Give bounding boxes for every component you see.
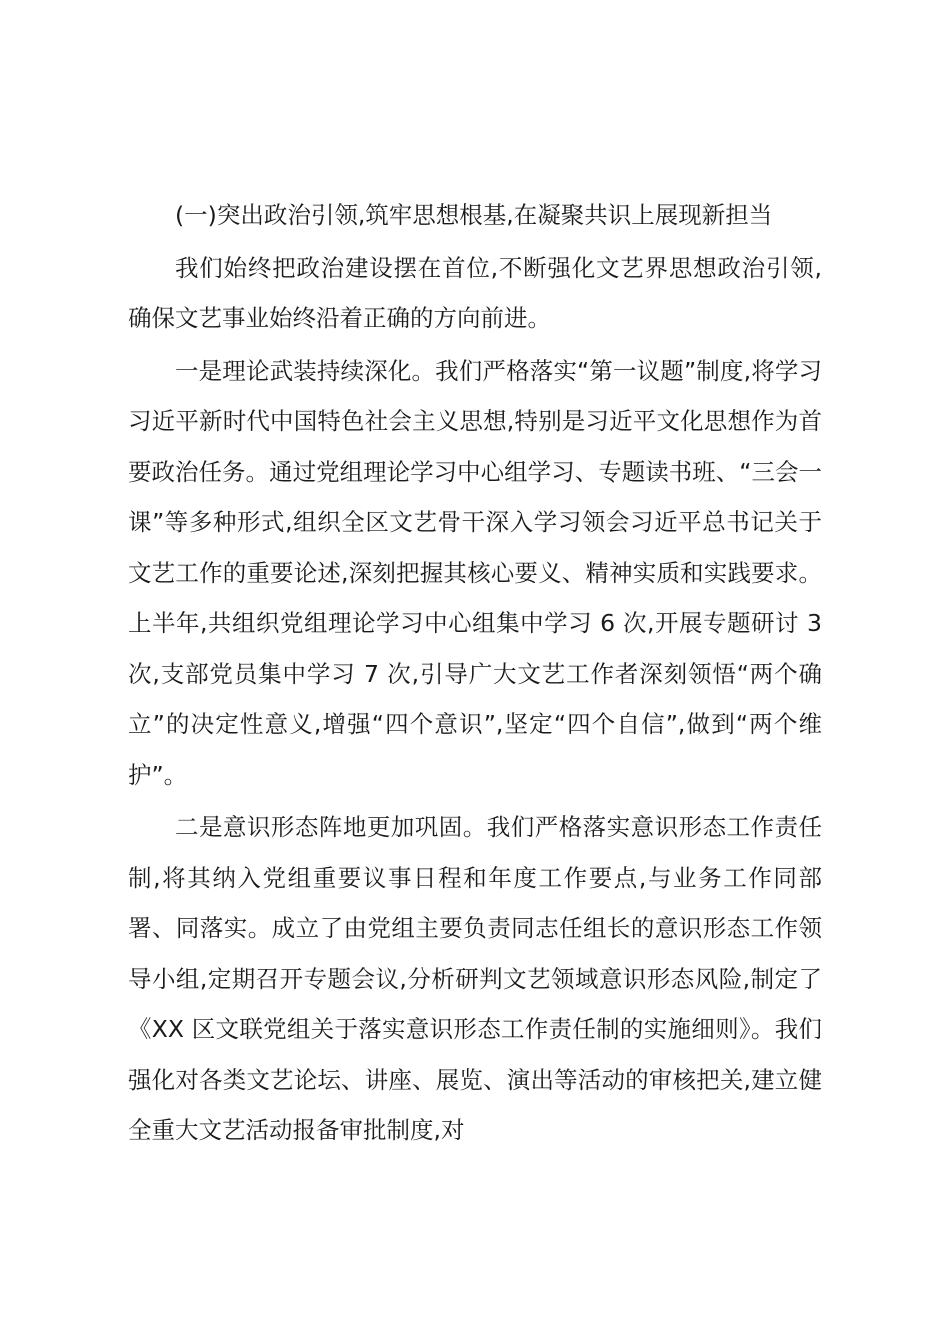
document-body	[128, 190, 822, 1156]
paragraph-theory-study: 一是理论武装持续深化。我们严格落实“第一议题”制度,将学习习近平新时代中国特色社会主义思想,特别是习近平文化思想作为首要政治任务。通过党组理论学习中心组学习、专题读书班、“三会一课”等多种形式,组织全区文艺骨干深入学习领会习近平总书记关于文艺工作的重要论述,深刻把握其核心要义、精神实质和实践要求。上半年,共组织党组理论学习中心组集中学习 6 次,开展专题研讨 3 次,支部党员集中学习 7 次,引导广大文艺工作者深刻领悟“两个确立”的决定性意义,增强“四个意识”,坚定“四个自信”,做到“两个维护”。	[128, 356, 822, 789]
paragraph-ideology-front: 二是意识形态阵地更加巩固。我们严格落实意识形态工作责任制,将其纳入党组重要议事日程和年度工作要点,与业务工作同部署、同落实。成立了由党组主要负责同志任组长的意识形态工作领导小组,定期召开专题会议,分析研判文艺领域意识形态风险,制定了《XX 区文联党组关于落实意识形态工作责任制的实施细则》。我们强化对各类文艺论坛、讲座、展览、演出等活动的审核把关,建立健全重大文艺活动报备审批制度,对	[128, 813, 822, 1144]
paragraph-intro: 我们始终把政治建设摆在首位,不断强化文艺界思想政治引领,确保文艺事业始终沿着正确的方向前进。	[128, 253, 822, 332]
section-heading: (一)突出政治引领,筑牢思想根基,在凝聚共识上展现新担当	[175, 201, 773, 229]
